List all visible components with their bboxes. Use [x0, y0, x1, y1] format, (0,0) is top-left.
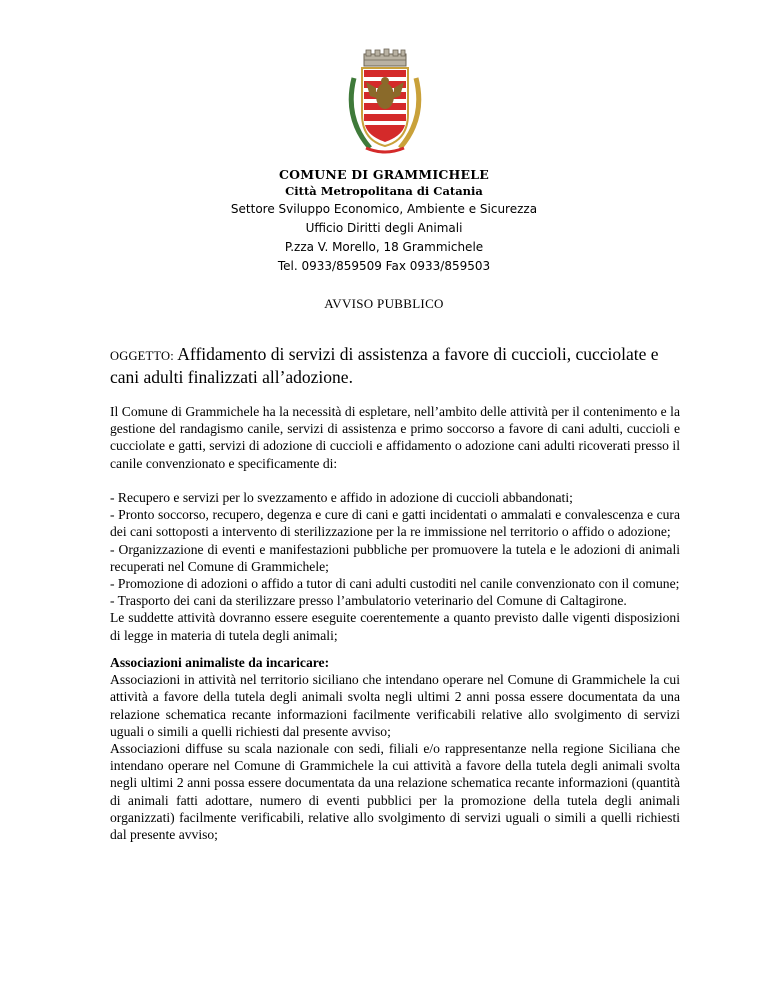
municipality-name: COMUNE DI GRAMMICHELE	[278, 167, 489, 182]
list-item: - Trasporto dei cani da sterilizzare presso l’ambulatorio veterinario del Comune di Caltagirone.	[110, 593, 627, 609]
subject-label: OGGETTO:	[110, 349, 174, 363]
list-item: - Promozione di adozioni o affido a tutor di cani adulti custoditi nel canile convenzionato con il comune;	[110, 576, 680, 592]
intro-text: Il Comune di Grammichele ha la necessità di espletare, nell’ambito delle attività per il contenimento e la gestione del randagismo canile, servizi di assistenza e primo soccorso a favore di cani adulti, cuccioli e cucciolate e gatti, servizi di adozione di cuccioli e affidamento o adozione cani adulti ricoverati presso il canile convenzionato e specificamente di:	[110, 404, 680, 471]
office-address: P.zza V. Morello, 18 Grammichele	[284, 240, 484, 254]
sector-name: Settore Sviluppo Economico, Ambiente e Sicurezza	[230, 202, 538, 216]
activities-note: Le suddette attività dovranno essere eseguite coerentemente a quanto previsto dalle vigenti disposizioni di legge in materia di tutela degli animali;	[110, 610, 680, 643]
municipal-coat-of-arms-icon	[340, 48, 430, 160]
subject-line	[110, 344, 680, 388]
list-item: Associazioni in attività nel territorio siciliano che intendano operare nel Comune di Grammichele la cui attività a favore della tutela degli animali svolta negli ultimi 2 anni possa essere documentata da una relazione schematica recante informazioni facilmente verificabili relative allo svolgimento di servizi uguali o simili a quelli richiesti dal presente avviso;	[110, 672, 680, 739]
metropolitan-city: Città Metropolitana di Catania	[285, 184, 483, 198]
office-phone: Tel. 0933/859509 Fax 0933/859503	[277, 259, 491, 273]
associations-heading: Associazioni animaliste da incaricare:	[110, 655, 330, 670]
office-name: Ufficio Diritti degli Animali	[305, 221, 463, 235]
notice-title: AVVISO PUBBLICO	[324, 296, 444, 311]
activities-list	[110, 489, 680, 644]
letterhead	[0, 166, 768, 276]
list-item: - Recupero e servizi per lo svezzamento e affido in adozione di cuccioli abbandonati;	[110, 490, 573, 505]
list-item: - Organizzazione di eventi e manifestazioni pubbliche per promuovere la tutela e le adozioni di animali recuperati nel Comune di Grammichele;	[110, 541, 680, 574]
associations-section	[110, 654, 680, 843]
intro-paragraph	[110, 403, 680, 472]
list-item: Associazioni diffuse su scala nazionale con sedi, filiali e/o rappresentanze nella regione Siciliana che intendano operare nel Comune di Grammichele la cui attività a favore della tutela degli animali svolta negli ultimi 2 anni possa essere documentata da una relazione schematica recante informazioni (quantità di animali fatti adottare, numero di eventi pubblici per la promozione della tutela degli animali organizzati) facilmente verificabili, relative allo svolgimento di servizi uguali o simili a quelli richiesti dal presente avviso;	[110, 741, 680, 843]
subject-text: Affidamento di servizi di assistenza a favore di cuccioli, cucciolate e cani adulti finalizzati all’adozione.	[110, 344, 659, 387]
list-item: - Pronto soccorso, recupero, degenza e cure di cani e gatti incidentati o ammalati e convalescenza e cura dei cani sottoposti a intervento di sterilizzazione per la re immissione nel territorio o affido o adozione;	[110, 507, 680, 540]
